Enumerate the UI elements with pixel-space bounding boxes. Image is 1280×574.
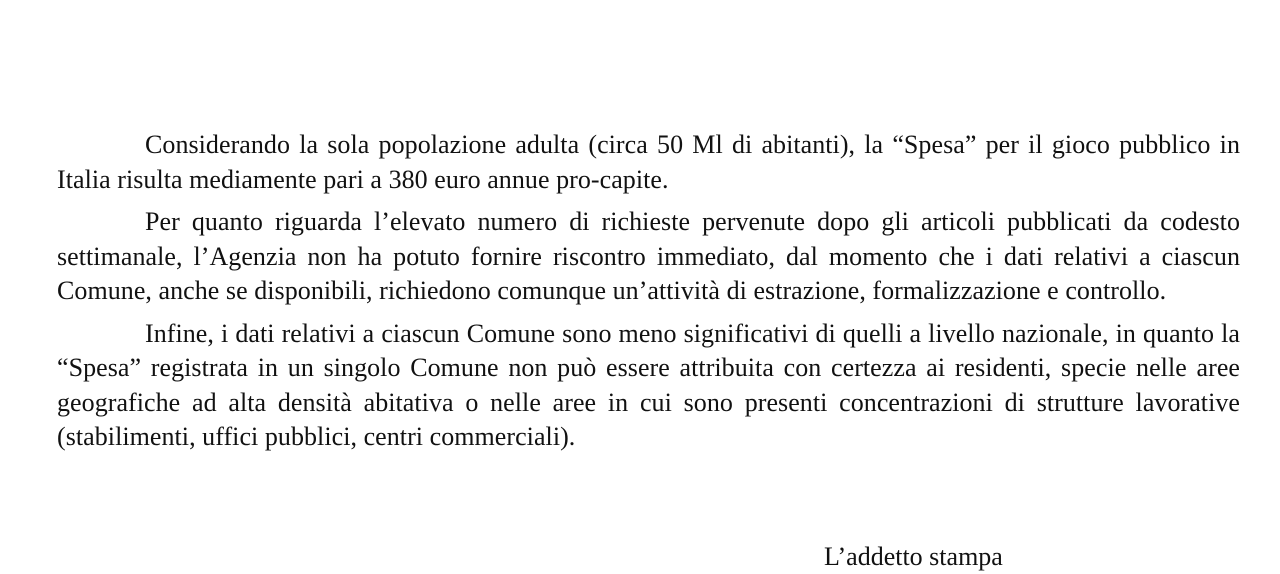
paragraph-requests-response: Per quanto riguarda l’elevato numero di richieste pervenute dopo gli articoli pubblicati da codesto settimanale, l’Agenzia non ha potuto fornire riscontro immediato, dal momento che i dati relativi a ciascun Comune, anche se disponibili, richiedono comunque un’attività di estrazione, formalizzazione e controllo. (57, 207, 1240, 305)
signature-press-officer: L’addetto stampa (824, 542, 1003, 571)
paragraph-adult-population-spending: Considerando la sola popolazione adulta (circa 50 Ml di abitanti), la “Spesa” per il gioco pubblico in Italia risulta mediamente pari a 380 euro annue pro-capite. (57, 130, 1240, 194)
paragraph-municipal-data-limits: Infine, i dati relativi a ciascun Comune sono meno significativi di quelli a livello nazionale, in quanto la “Spesa” registrata in un singolo Comune non può essere attribuita con certezza ai residenti, specie nelle aree geografiche ad alta densità abitativa o nelle aree in cui sono presenti concentrazioni di strutture lavorative (stabilimenti, uffici pubblici, centri commerciali). (57, 318, 1240, 451)
document-body (57, 128, 1240, 455)
